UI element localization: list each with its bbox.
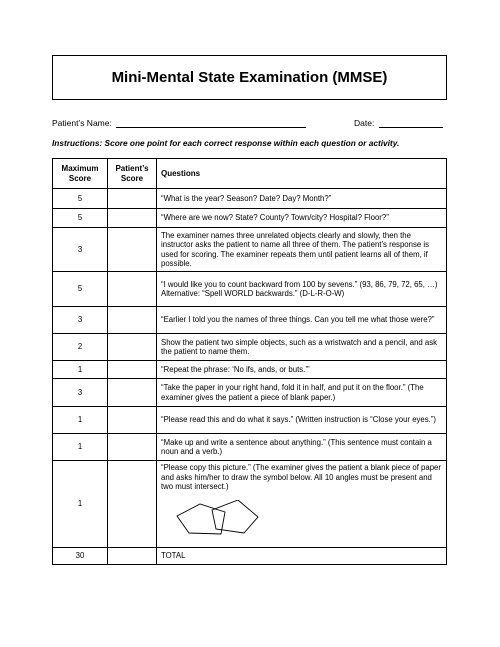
table-row [53, 379, 447, 407]
question-cell: “Take the paper in your right hand, fold it in half, and put it on the floor.” (The examiner gives the patient a piece of blank paper.) [157, 379, 447, 407]
table-row [53, 228, 447, 272]
max-score-cell: 3 [53, 379, 108, 407]
table-row [53, 434, 447, 461]
mmse-table [52, 158, 447, 565]
question-cell: “Where are we now? State? County? Town/city? Hospital? Floor?” [157, 209, 447, 228]
patient-score-cell[interactable] [108, 272, 157, 307]
question-cell: “What is the year? Season? Date? Day? Month?” [157, 189, 447, 209]
total-label: TOTAL [157, 548, 447, 565]
patient-name-label: Patient’s Name: [52, 118, 112, 128]
patient-score-cell[interactable] [108, 461, 157, 548]
intersecting-pentagons-drawing [175, 500, 267, 536]
table-row [53, 334, 447, 361]
question-text: “I would like you to count backward from 100 by sevens.” (93, 86, 79, 72, 65, …) [161, 279, 438, 289]
right-pentagon [212, 500, 258, 533]
table-row [53, 209, 447, 228]
question-cell: “Earlier I told you the names of three things. Can you tell me what those were?” [157, 307, 447, 334]
patient-score-cell[interactable] [108, 379, 157, 407]
patient-score-cell[interactable] [108, 228, 157, 272]
max-score-cell: 1 [53, 434, 108, 461]
question-cell: “Please read this and do what it says.” (Written instruction is “Close your eyes.”) [157, 407, 447, 434]
table-row [53, 189, 447, 209]
date-field[interactable] [379, 118, 443, 128]
max-score-cell: 1 [53, 361, 108, 379]
table-row [53, 407, 447, 434]
patient-score-cell[interactable] [108, 189, 157, 209]
question-cell: “Make up and write a sentence about anything.” (This sentence must contain a noun and a verb.) [157, 434, 447, 461]
total-patient-score[interactable] [108, 548, 157, 565]
table-row [53, 361, 447, 379]
question-cell: Show the patient two simple objects, such as a wristwatch and a pencil, and ask the patient to name them. [157, 334, 447, 361]
question-cell: The examiner names three unrelated objects clearly and slowly, then the instructor asks the patient to name all three of them. The patient’s response is used for scoring. The examiner repeats them until patient learns all of them, if possible. [157, 228, 447, 272]
header-questions: Questions [157, 159, 447, 189]
patient-score-cell[interactable] [108, 361, 157, 379]
table-row [53, 272, 447, 307]
patient-score-cell[interactable] [108, 434, 157, 461]
max-score-cell: 5 [53, 189, 108, 209]
question-cell: “Repeat the phrase: ‘No ifs, ands, or buts.’” [157, 361, 447, 379]
total-max-score: 30 [53, 548, 108, 565]
header-patient-score: Patient’s Score [108, 159, 157, 189]
max-score-cell: 2 [53, 334, 108, 361]
patient-score-cell[interactable] [108, 209, 157, 228]
max-score-cell: 5 [53, 272, 108, 307]
table-row [53, 307, 447, 334]
table-row [53, 461, 447, 548]
max-score-cell: 1 [53, 461, 108, 548]
max-score-cell: 5 [53, 209, 108, 228]
instructions: Instructions: Score one point for each correct response within each question or activity. [52, 138, 400, 148]
date-label: Date: [354, 118, 375, 128]
patient-name-field[interactable] [116, 118, 306, 128]
header-max-score: Maximum Score [53, 159, 108, 189]
question-cell [157, 272, 447, 307]
question-cell [157, 461, 447, 548]
question-alternative: Alternative: “Spell WORLD backwards.” (D-L-R-O-W) [161, 289, 345, 298]
max-score-cell: 1 [53, 407, 108, 434]
max-score-cell: 3 [53, 307, 108, 334]
patient-score-cell[interactable] [108, 307, 157, 334]
question-text: “Please copy this picture.” (The examiner gives the patient a blank piece of paper and asks him/her to draw the symbol below. All 10 angles must be present and two must intersect.) [161, 463, 441, 491]
table-header-row [53, 159, 447, 189]
total-row [53, 548, 447, 565]
page-title: Mini-Mental State Examination (MMSE) [111, 69, 388, 86]
date-row [354, 118, 443, 128]
patient-score-cell[interactable] [108, 407, 157, 434]
patient-score-cell[interactable] [108, 334, 157, 361]
max-score-cell: 3 [53, 228, 108, 272]
patient-name-row [52, 118, 306, 128]
title-box [52, 55, 447, 100]
